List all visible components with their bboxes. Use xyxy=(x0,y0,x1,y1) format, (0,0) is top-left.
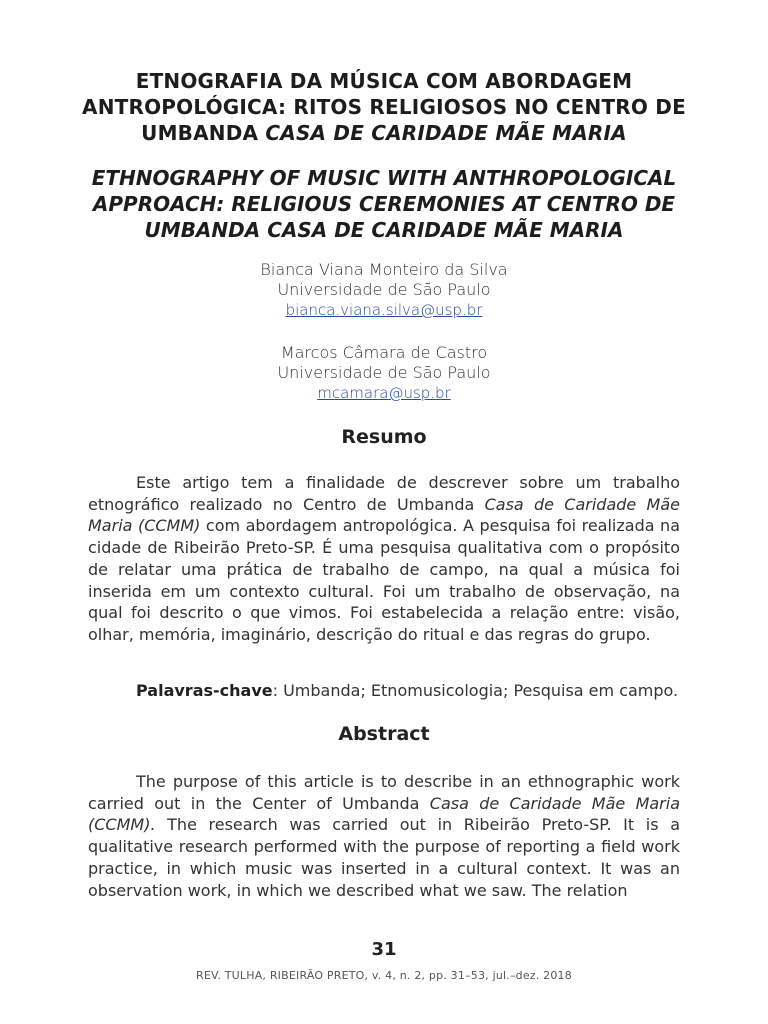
title-en-line-2: APPROACH: RELIGIOUS CEREMONIES AT CENTRO DE xyxy=(92,192,676,216)
resumo-text-italic: Casa de Caridade Mãe Maria (CCMM) xyxy=(88,494,680,536)
keywords-line xyxy=(136,681,684,700)
page-number: 31 xyxy=(371,939,397,960)
journal-footer: REV. TULHA, RIBEIRÃO PRETO, v. 4, n. 2, pp. 31–53, jul.–dez. 2018 xyxy=(196,969,572,982)
abstract-text-before: The purpose of this article is to describe in an ethnographic work carried out in the Center of Umbanda xyxy=(88,772,680,813)
article-title-portuguese xyxy=(80,68,688,146)
title-line-2: ANTROPOLÓGICA: RITOS RELIGIOSOS NO CENTRO DE xyxy=(82,95,686,119)
abstract-paragraph xyxy=(88,771,680,901)
title-en-line-1: ETHNOGRAPHY OF MUSIC WITH ANTHROPOLOGICAL xyxy=(91,166,677,190)
title-en-line-3: UMBANDA CASA DE CARIDADE MÃE MARIA xyxy=(144,218,624,242)
resumo-paragraph xyxy=(88,472,680,646)
keywords-label: Palavras-chave xyxy=(136,681,273,700)
author-email-link[interactable]: bianca.viana.silva@usp.br xyxy=(285,301,483,319)
resumo-heading: Resumo xyxy=(341,426,427,448)
title-line-3 xyxy=(80,120,688,146)
author-name: Bianca Viana Monteiro da Silva xyxy=(260,260,508,279)
keywords-text: : Umbanda; Etnomusicologia; Pesquisa em campo. xyxy=(272,681,679,700)
abstract-heading: Abstract xyxy=(338,723,430,745)
author-affiliation: Universidade de São Paulo xyxy=(277,280,491,299)
title-line-1: ETNOGRAFIA DA MÚSICA COM ABORDAGEM xyxy=(135,69,633,93)
resumo-text-before: Este artigo tem a finalidade de descrever sobre um trabalho etnográfico realizado no Centro de Umbanda xyxy=(88,473,680,514)
author-block-1 xyxy=(84,260,684,320)
author-block-2 xyxy=(84,343,684,403)
abstract-text-after: The research was carried out in Ribeirão Preto-SP. It is a qualitative research performed with the purpose of reporting a field work practice, in which music was inserted in a cultural context. It was an observation work, in which we described what we saw. The relation xyxy=(88,815,680,900)
title-line-3-plain: UMBANDA xyxy=(141,121,266,145)
title-line-3-italic: CASA DE CARIDADE MÃE MARIA xyxy=(265,121,627,145)
abstract-text-italic: Casa de Caridade Mãe Maria (CCMM). xyxy=(88,793,681,835)
author-name: Marcos Câmara de Castro xyxy=(280,343,488,362)
resumo-text-after: com abordagem antropológica. A pesquisa foi realizada na cidade de Ribeirão Preto-SP. É uma pesquisa qualitativa com o propósito de relatar uma prática de trabalho de campo, na qual a música foi inserida em um contexto cultural. Foi um trabalho de observação, na qual foi descrito o que vimos. Foi estabelecida a relação entre: visão, olhar, memória, imaginário, descrição do ritual e das regras do grupo. xyxy=(88,516,680,644)
author-affiliation: Universidade de São Paulo xyxy=(277,363,491,382)
author-email-link[interactable]: mcamara@usp.br xyxy=(317,384,451,402)
article-title-english xyxy=(80,165,688,243)
